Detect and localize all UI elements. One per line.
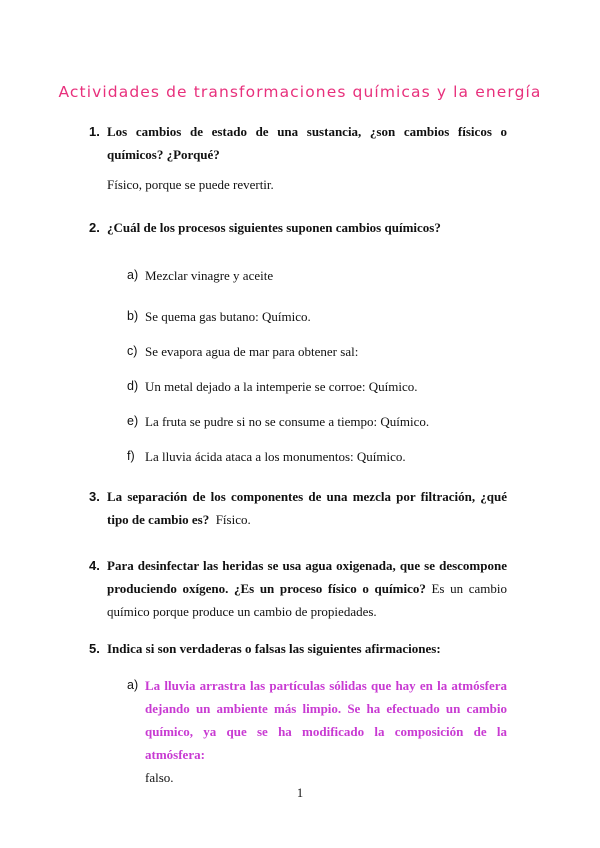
answer-text: Es un cambio químico porque produce un cambio de propiedades. bbox=[107, 581, 508, 619]
option-b bbox=[127, 305, 515, 328]
option-a bbox=[127, 264, 515, 287]
question-2 bbox=[89, 216, 507, 239]
option-label: e) bbox=[127, 414, 139, 428]
option-label: c) bbox=[127, 344, 138, 358]
option-text: Un metal dejado a la intemperie se corroe: Químico. bbox=[145, 379, 418, 394]
option-text: Mezclar vinagre y aceite bbox=[145, 268, 274, 283]
page-number: 1 bbox=[296, 786, 304, 800]
statement-a bbox=[127, 674, 507, 789]
answer-text: Físico, porque se puede revertir. bbox=[107, 177, 274, 192]
question-text: Para desinfectar las heridas se usa agua oxigenada, que se descompone produciendo oxígeno. ¿Es un proceso físico o químico? bbox=[107, 558, 507, 596]
option-text: Se evapora agua de mar para obtener sal: bbox=[145, 344, 359, 359]
question-number: 4. bbox=[89, 558, 100, 573]
statement-text: La lluvia arrastra las partículas sólidas que hay en la atmósfera dejando un ambiente más limpio. Se ha efectuado un cambio químico, ya que se ha modificado la composición de la atmósfera: bbox=[145, 678, 507, 762]
option-label: d) bbox=[127, 379, 139, 393]
question-3 bbox=[89, 485, 507, 531]
option-label: a) bbox=[127, 678, 139, 692]
page-title: Actividades de transformaciones químicas y la energía bbox=[58, 83, 542, 101]
option-label: a) bbox=[127, 268, 139, 282]
option-f bbox=[127, 445, 515, 468]
question-number: 1. bbox=[89, 124, 100, 139]
question-text: Indica si son verdaderas o falsas las siguientes afirmaciones: bbox=[107, 641, 441, 656]
option-label: b) bbox=[127, 309, 139, 323]
option-text: La fruta se pudre si no se consume a tiempo: Químico. bbox=[145, 414, 430, 429]
question-text: ¿Cuál de los procesos siguientes suponen cambios químicos? bbox=[107, 220, 441, 235]
question-number: 2. bbox=[89, 220, 100, 235]
question-4 bbox=[89, 554, 508, 623]
question-text: La separación de los componentes de una mezcla por filtración, ¿qué tipo de cambio es? bbox=[107, 489, 507, 527]
option-text: Se quema gas butano: Químico. bbox=[145, 309, 311, 324]
question-text: Los cambios de estado de una sustancia, ¿son cambios físicos o químicos? ¿Porqué? bbox=[107, 124, 507, 162]
statement-answer: falso. bbox=[145, 770, 174, 785]
question-5 bbox=[89, 637, 507, 660]
option-text: La lluvia ácida ataca a los monumentos: Químico. bbox=[145, 449, 406, 464]
question-number: 3. bbox=[89, 489, 100, 504]
option-e bbox=[127, 410, 515, 433]
question-1 bbox=[89, 120, 507, 196]
option-d bbox=[127, 375, 515, 398]
option-label: f) bbox=[127, 449, 135, 463]
answer-text: Físico. bbox=[215, 512, 251, 527]
question-number: 5. bbox=[89, 641, 100, 656]
option-c bbox=[127, 340, 515, 363]
